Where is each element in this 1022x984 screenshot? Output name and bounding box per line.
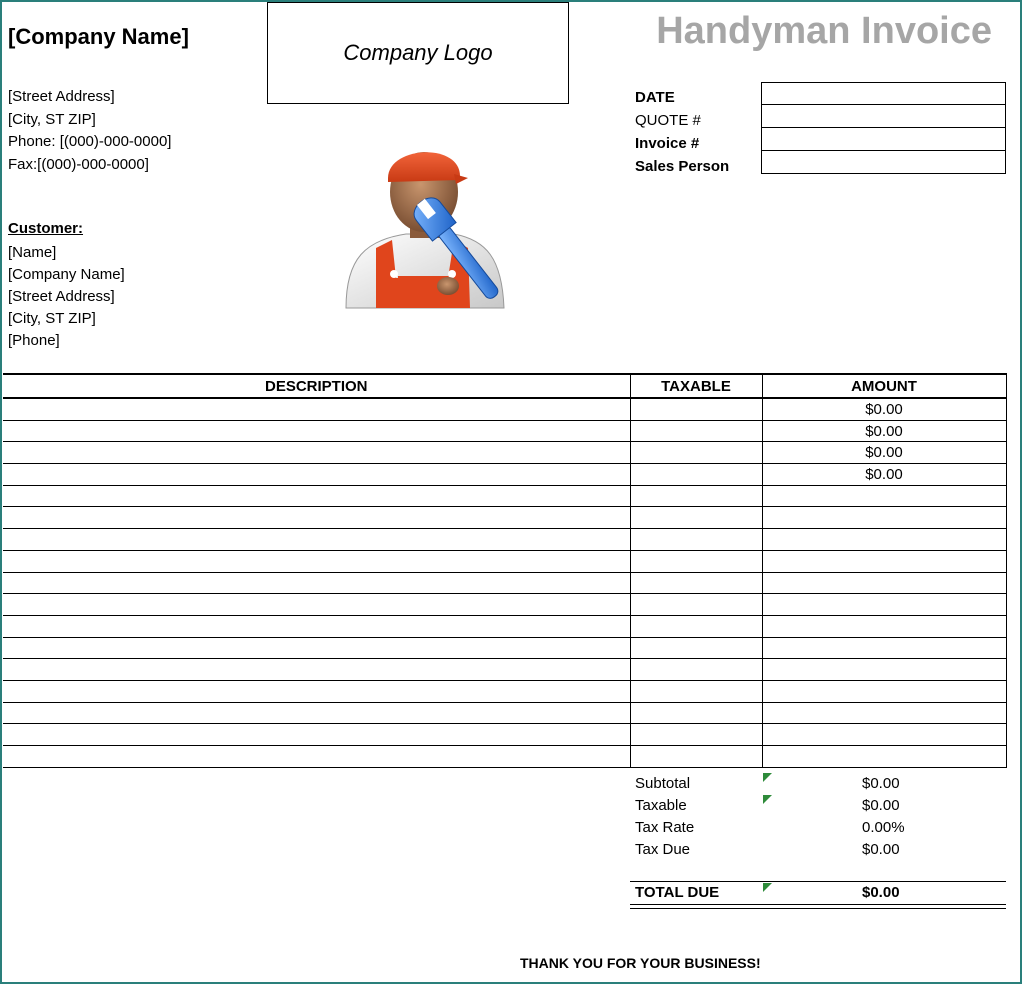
taxable-label: Taxable <box>635 797 687 814</box>
table-header-row <box>3 374 1006 398</box>
taxable-cell[interactable] <box>630 464 762 486</box>
tax-due-value[interactable]: $0.00 <box>862 841 900 858</box>
date-label: DATE <box>635 89 675 106</box>
description-cell[interactable] <box>3 615 630 637</box>
amount-cell[interactable] <box>762 594 1006 616</box>
taxable-cell[interactable] <box>630 572 762 594</box>
taxable-header: TAXABLE <box>630 374 762 398</box>
customer-city[interactable]: [City, ST ZIP] <box>8 310 96 327</box>
company-name[interactable]: [Company Name] <box>8 24 189 49</box>
taxable-cell[interactable] <box>630 529 762 551</box>
customer-street[interactable]: [Street Address] <box>8 288 115 305</box>
quote-number-field[interactable] <box>761 105 1006 128</box>
description-cell[interactable] <box>3 550 630 572</box>
amount-cell[interactable] <box>762 507 1006 529</box>
table-row <box>3 529 1006 551</box>
company-logo-box[interactable] <box>267 2 569 104</box>
taxable-cell[interactable] <box>630 398 762 420</box>
amount-cell[interactable]: $0.00 <box>762 464 1006 486</box>
tax-rate-value[interactable]: 0.00% <box>862 819 905 836</box>
amount-header: AMOUNT <box>762 374 1006 398</box>
customer-label: Customer: <box>8 220 84 237</box>
description-cell[interactable] <box>3 746 630 768</box>
taxable-cell[interactable] <box>630 420 762 442</box>
description-cell[interactable] <box>3 702 630 724</box>
tax-rate-label: Tax Rate <box>635 819 695 836</box>
table-row <box>3 420 1006 442</box>
description-cell[interactable] <box>3 594 630 616</box>
table-row <box>3 637 1006 659</box>
amount-cell[interactable] <box>762 746 1006 768</box>
table-row <box>3 572 1006 594</box>
quote-label: QUOTE # <box>635 112 701 129</box>
taxable-cell[interactable] <box>630 507 762 529</box>
description-cell[interactable] <box>3 442 630 464</box>
invoice-number-field[interactable] <box>761 128 1006 151</box>
sales-person-field[interactable] <box>761 151 1006 174</box>
amount-cell[interactable]: $0.00 <box>762 420 1006 442</box>
line-items-table <box>3 373 1007 768</box>
taxable-cell[interactable] <box>630 637 762 659</box>
description-cell[interactable] <box>3 507 630 529</box>
description-header: DESCRIPTION <box>3 374 630 398</box>
customer-block <box>8 242 125 352</box>
tax-due-label: Tax Due <box>635 841 691 858</box>
customer-name[interactable]: [Name] <box>8 244 57 261</box>
description-cell[interactable] <box>3 680 630 702</box>
customer-phone[interactable]: [Phone] <box>8 332 60 349</box>
customer-company[interactable]: [Company Name] <box>8 266 125 283</box>
table-row <box>3 615 1006 637</box>
table-row <box>3 485 1006 507</box>
taxable-cell[interactable] <box>630 680 762 702</box>
table-row <box>3 724 1006 746</box>
table-row <box>3 594 1006 616</box>
company-street[interactable]: [Street Address] <box>8 88 115 105</box>
company-logo-placeholder: Company Logo <box>343 40 493 65</box>
table-row <box>3 442 1006 464</box>
total-due-label: TOTAL DUE <box>635 884 720 901</box>
amount-cell[interactable] <box>762 724 1006 746</box>
amount-cell[interactable]: $0.00 <box>762 398 1006 420</box>
thank-you-note: THANK YOU FOR YOUR BUSINESS! <box>520 955 761 971</box>
amount-cell[interactable] <box>762 680 1006 702</box>
amount-cell[interactable]: $0.00 <box>762 442 1006 464</box>
description-cell[interactable] <box>3 659 630 681</box>
taxable-comment-marker <box>763 795 772 804</box>
table-row <box>3 702 1006 724</box>
company-address <box>8 86 171 176</box>
amount-cell[interactable] <box>762 550 1006 572</box>
description-cell[interactable] <box>3 637 630 659</box>
invoice-title: Handyman Invoice <box>656 10 992 52</box>
company-phone[interactable]: Phone: [(000)-000-0000] <box>8 133 172 150</box>
amount-cell[interactable] <box>762 485 1006 507</box>
table-row <box>3 507 1006 529</box>
taxable-cell[interactable] <box>630 550 762 572</box>
total-divider-bottom-1 <box>630 904 1006 905</box>
totals-values <box>862 773 905 861</box>
taxable-value[interactable]: $0.00 <box>862 797 900 814</box>
handyman-icon <box>336 128 528 320</box>
table-row <box>3 550 1006 572</box>
taxable-cell[interactable] <box>630 615 762 637</box>
table-row <box>3 659 1006 681</box>
amount-cell[interactable] <box>762 702 1006 724</box>
description-cell[interactable] <box>3 420 630 442</box>
amount-cell[interactable] <box>762 615 1006 637</box>
table-row <box>3 680 1006 702</box>
taxable-cell[interactable] <box>630 442 762 464</box>
subtotal-value[interactable]: $0.00 <box>862 775 900 792</box>
description-cell[interactable] <box>3 485 630 507</box>
amount-cell[interactable] <box>762 637 1006 659</box>
amount-cell[interactable] <box>762 572 1006 594</box>
taxable-cell[interactable] <box>630 659 762 681</box>
invoice-meta-labels <box>635 86 729 178</box>
description-cell[interactable] <box>3 572 630 594</box>
table-row <box>3 464 1006 486</box>
total-comment-marker <box>763 883 772 892</box>
total-due-value[interactable]: $0.00 <box>862 884 900 901</box>
totals-labels <box>635 773 694 861</box>
total-divider-bottom-2 <box>630 908 1006 909</box>
sales-person-label: Sales Person <box>635 158 730 175</box>
subtotal-comment-marker <box>763 773 772 782</box>
company-fax[interactable]: Fax:[(000)-000-0000] <box>8 155 149 173</box>
amount-cell[interactable] <box>762 529 1006 551</box>
taxable-cell[interactable] <box>630 485 762 507</box>
description-cell[interactable] <box>3 464 630 486</box>
taxable-cell[interactable] <box>630 702 762 724</box>
description-cell[interactable] <box>3 724 630 746</box>
total-divider-top <box>630 881 1006 882</box>
date-field[interactable] <box>761 82 1006 105</box>
invoice-number-label: Invoice # <box>635 135 700 152</box>
company-city[interactable]: [City, ST ZIP] <box>8 110 96 128</box>
table-row <box>3 746 1006 768</box>
taxable-cell[interactable] <box>630 724 762 746</box>
taxable-cell[interactable] <box>630 746 762 768</box>
description-cell[interactable] <box>3 529 630 551</box>
subtotal-label: Subtotal <box>635 775 691 792</box>
taxable-cell[interactable] <box>630 594 762 616</box>
table-row <box>3 398 1006 420</box>
description-cell[interactable] <box>3 398 630 420</box>
amount-cell[interactable] <box>762 659 1006 681</box>
